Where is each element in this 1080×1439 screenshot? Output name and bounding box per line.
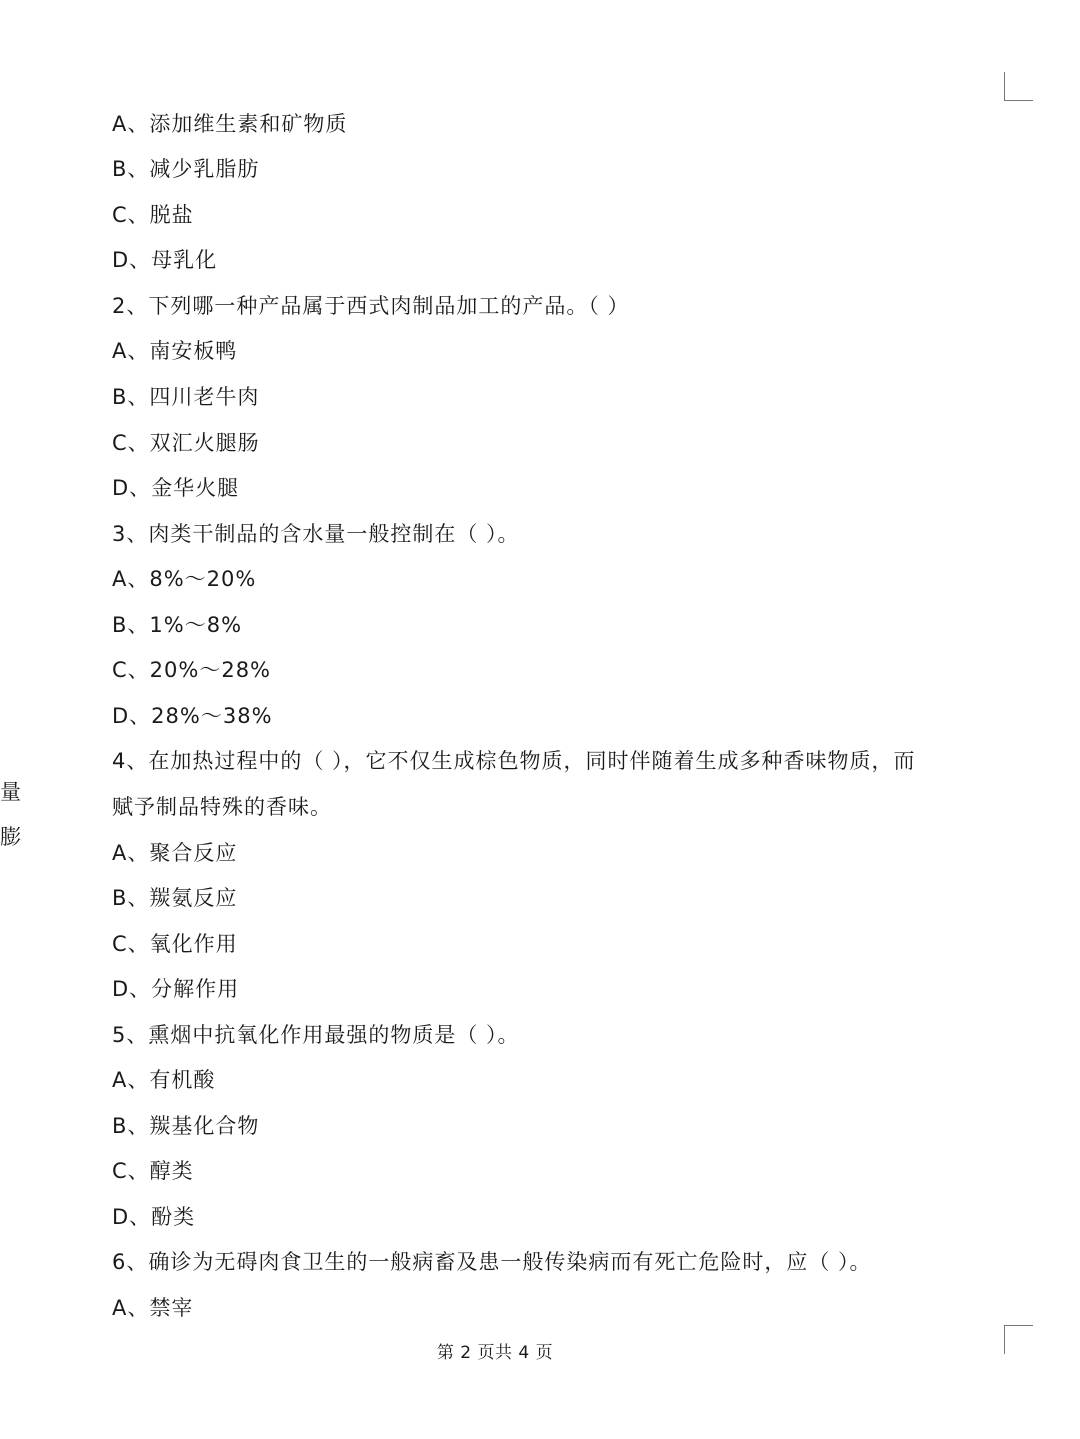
- margin-text: 量: [0, 780, 21, 804]
- corner-mark-top: [1004, 72, 1033, 101]
- option-b: B、减少乳脂肪: [112, 157, 260, 181]
- page-footer: 第 2 页共 4 页: [436, 1343, 554, 1363]
- option-a: A、有机酸: [112, 1068, 216, 1092]
- question-5: 5、熏烟中抗氧化作用最强的物质是（ ）。: [112, 1023, 520, 1047]
- question-6: 6、确诊为无碍肉食卫生的一般病畜及患一般传染病而有死亡危险时，应（ ）。: [112, 1250, 872, 1274]
- option-c: C、双汇火腿肠: [112, 431, 260, 455]
- option-c: C、脱盐: [112, 203, 194, 227]
- question-2: 2、下列哪一种产品属于西式肉制品加工的产品。（ ）: [112, 294, 630, 318]
- question-4-continued: 赋予制品特殊的香味。: [112, 795, 332, 819]
- option-d: D、母乳化: [112, 248, 218, 272]
- question-3: 3、肉类干制品的含水量一般控制在（ ）。: [112, 522, 520, 546]
- option-a: A、南安板鸭: [112, 339, 238, 363]
- corner-mark-bottom: [1004, 1325, 1033, 1354]
- option-b: B、1%～8%: [112, 613, 243, 637]
- option-d: D、酚类: [112, 1205, 196, 1229]
- option-a: A、聚合反应: [112, 841, 238, 865]
- option-d: D、分解作用: [112, 977, 240, 1001]
- option-a: A、禁宰: [112, 1296, 194, 1320]
- question-4: 4、在加热过程中的（ ），它不仅生成棕色物质，同时伴随着生成多种香味物质，而: [112, 749, 916, 773]
- option-d: D、金华火腿: [112, 476, 240, 500]
- option-b: B、四川老牛肉: [112, 385, 260, 409]
- option-c: C、20%～28%: [112, 658, 272, 682]
- option-c: C、氧化作用: [112, 932, 238, 956]
- option-b: B、羰氨反应: [112, 886, 238, 910]
- margin-text: 膨: [0, 825, 21, 849]
- option-a: A、添加维生素和矿物质: [112, 112, 348, 136]
- option-c: C、醇类: [112, 1159, 194, 1183]
- option-d: D、28%～38%: [112, 704, 273, 728]
- option-a: A、8%～20%: [112, 567, 257, 591]
- option-b: B、羰基化合物: [112, 1114, 260, 1138]
